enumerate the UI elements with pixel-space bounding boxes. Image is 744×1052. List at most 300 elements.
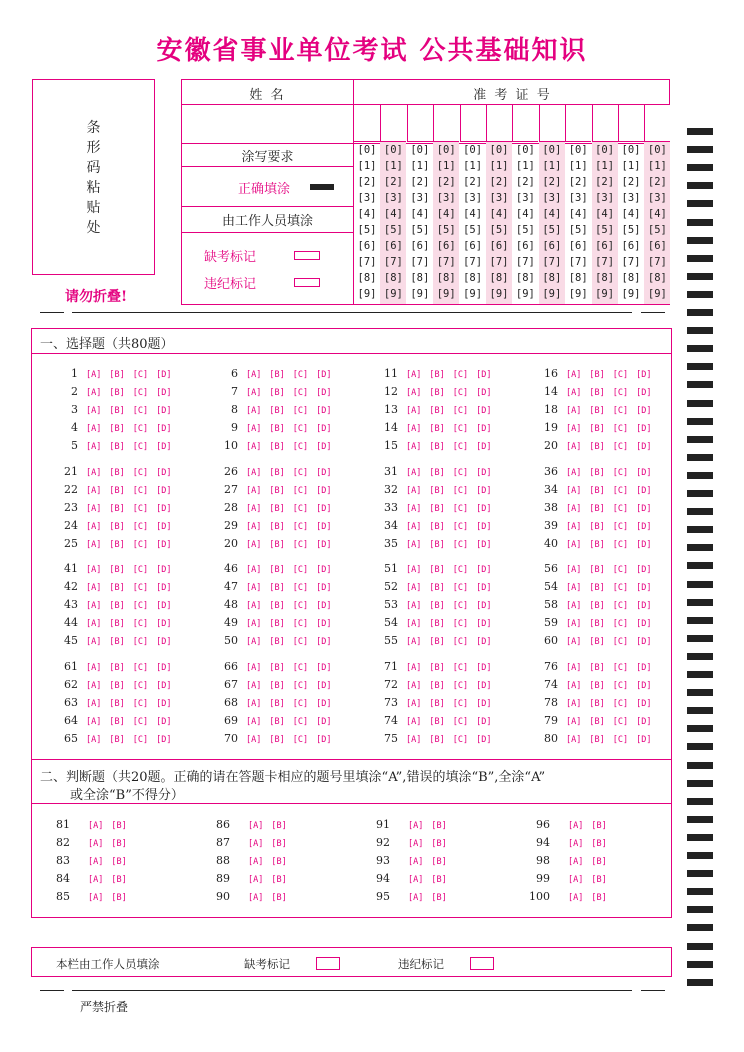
ticket-digit-bubble[interactable]: [4] bbox=[515, 208, 535, 220]
answer-bubble[interactable]: [D] bbox=[316, 467, 332, 478]
ticket-digit-bubble[interactable]: [5] bbox=[621, 224, 641, 236]
ticket-digit-bubble[interactable]: [3] bbox=[383, 192, 403, 204]
answer-bubble[interactable]: [B] bbox=[589, 370, 605, 380]
answer-bubble[interactable]: [C] bbox=[132, 370, 149, 380]
answer-bubble[interactable]: [B] bbox=[269, 503, 285, 514]
answer-bubble[interactable]: [B] bbox=[269, 370, 285, 380]
answer-bubble[interactable]: [A] bbox=[86, 734, 102, 745]
ticket-digit-bubble[interactable]: [7] bbox=[568, 256, 588, 268]
answer-bubble[interactable]: [B] bbox=[269, 467, 285, 478]
answer-bubble[interactable]: [B] bbox=[429, 406, 445, 417]
ticket-digit-bubble[interactable]: [2] bbox=[436, 176, 456, 188]
answer-bubble[interactable]: [D] bbox=[156, 637, 172, 648]
answer-bubble[interactable]: [A] bbox=[86, 662, 102, 673]
answer-bubble[interactable]: [D] bbox=[316, 637, 332, 648]
answer-bubble[interactable]: [A] bbox=[566, 503, 582, 514]
answer-bubble[interactable]: [B] bbox=[269, 637, 285, 648]
answer-bubble[interactable]: [D] bbox=[476, 388, 492, 399]
answer-bubble[interactable]: [D] bbox=[476, 467, 492, 478]
answer-bubble[interactable]: [A] bbox=[406, 503, 422, 514]
answer-bubble[interactable]: [A] bbox=[566, 662, 582, 673]
ticket-digit-bubble[interactable]: [8] bbox=[410, 272, 430, 284]
answer-bubble[interactable]: [C] bbox=[292, 680, 309, 691]
answer-bubble[interactable]: [B] bbox=[109, 619, 125, 630]
answer-bubble[interactable]: [B] bbox=[429, 583, 445, 594]
answer-bubble[interactable]: [C] bbox=[612, 734, 629, 745]
ticket-digit-bubble[interactable]: [2] bbox=[647, 176, 667, 188]
answer-bubble[interactable]: [B] bbox=[269, 662, 285, 673]
answer-bubble[interactable]: [D] bbox=[156, 680, 172, 691]
answer-bubble[interactable]: [C] bbox=[132, 662, 149, 673]
answer-bubble[interactable]: [D] bbox=[636, 467, 652, 478]
answer-bubble[interactable]: [A] bbox=[248, 893, 264, 904]
ticket-digit-bubble[interactable]: [1] bbox=[383, 160, 403, 172]
ticket-digit-bubble[interactable]: [3] bbox=[647, 192, 667, 204]
answer-bubble[interactable]: [A] bbox=[566, 485, 582, 496]
ticket-digit-bubble[interactable]: [7] bbox=[357, 256, 377, 268]
ticket-digit-bubble[interactable]: [6] bbox=[515, 240, 535, 252]
ticket-digit-bubble[interactable]: [2] bbox=[515, 176, 535, 188]
answer-bubble[interactable]: [C] bbox=[452, 698, 469, 709]
answer-bubble[interactable]: [A] bbox=[566, 521, 582, 532]
ticket-digit-bubble[interactable]: [9] bbox=[436, 288, 456, 300]
ticket-digit-bubble[interactable]: [2] bbox=[410, 176, 430, 188]
answer-bubble[interactable]: [D] bbox=[156, 467, 172, 478]
answer-bubble[interactable]: [A] bbox=[246, 388, 262, 399]
ticket-digit-bubble[interactable]: [5] bbox=[489, 224, 509, 236]
answer-bubble[interactable]: [A] bbox=[566, 734, 582, 745]
answer-bubble[interactable]: [C] bbox=[132, 424, 149, 435]
answer-bubble[interactable]: [C] bbox=[452, 716, 469, 727]
answer-bubble[interactable]: [D] bbox=[316, 734, 332, 745]
answer-bubble[interactable]: [B] bbox=[429, 662, 445, 673]
answer-bubble[interactable]: [A] bbox=[246, 442, 262, 453]
answer-bubble[interactable]: [B] bbox=[111, 839, 127, 850]
ticket-digit-bubble[interactable]: [7] bbox=[410, 256, 430, 268]
ticket-digit-bubble[interactable]: [9] bbox=[463, 288, 483, 300]
answer-bubble[interactable]: [A] bbox=[406, 619, 422, 630]
answer-bubble[interactable]: [A] bbox=[566, 698, 582, 709]
ticket-digit-entry[interactable] bbox=[486, 105, 512, 142]
answer-bubble[interactable]: [D] bbox=[156, 539, 172, 550]
answer-bubble[interactable]: [C] bbox=[292, 388, 309, 399]
answer-bubble[interactable]: [D] bbox=[476, 619, 492, 630]
ticket-digit-bubble[interactable]: [9] bbox=[595, 288, 615, 300]
ticket-digit-bubble[interactable]: [3] bbox=[621, 192, 641, 204]
ticket-digit-bubble[interactable]: [5] bbox=[595, 224, 615, 236]
answer-bubble[interactable]: [C] bbox=[292, 637, 309, 648]
answer-bubble[interactable]: [D] bbox=[636, 388, 652, 399]
answer-bubble[interactable]: [D] bbox=[316, 716, 332, 727]
answer-bubble[interactable]: [D] bbox=[316, 680, 332, 691]
answer-bubble[interactable]: [D] bbox=[476, 583, 492, 594]
ticket-digit-bubble[interactable]: [9] bbox=[621, 288, 641, 300]
answer-bubble[interactable]: [D] bbox=[316, 442, 332, 453]
ticket-digit-bubble[interactable]: [0] bbox=[489, 144, 509, 156]
ticket-digit-bubble[interactable]: [6] bbox=[568, 240, 588, 252]
answer-bubble[interactable]: [B] bbox=[589, 424, 605, 435]
ticket-digit-bubble[interactable]: [0] bbox=[595, 144, 615, 156]
answer-bubble[interactable]: [C] bbox=[452, 424, 469, 435]
answer-bubble[interactable]: [C] bbox=[452, 521, 469, 532]
answer-bubble[interactable]: [B] bbox=[589, 467, 605, 478]
ticket-digit-bubble[interactable]: [8] bbox=[542, 272, 562, 284]
ticket-digit-bubble[interactable]: [1] bbox=[357, 160, 377, 172]
ticket-digit-bubble[interactable]: [3] bbox=[568, 192, 588, 204]
answer-bubble[interactable]: [B] bbox=[431, 875, 447, 886]
ticket-digit-bubble[interactable]: [1] bbox=[595, 160, 615, 172]
answer-bubble[interactable]: [A] bbox=[246, 619, 262, 630]
answer-bubble[interactable]: [D] bbox=[476, 503, 492, 514]
ticket-digit-bubble[interactable]: [9] bbox=[568, 288, 588, 300]
answer-bubble[interactable]: [B] bbox=[429, 424, 445, 435]
answer-bubble[interactable]: [B] bbox=[591, 839, 607, 850]
answer-bubble[interactable]: [C] bbox=[452, 388, 469, 399]
ticket-digit-entry[interactable] bbox=[618, 105, 644, 142]
answer-bubble[interactable]: [A] bbox=[566, 619, 582, 630]
answer-bubble[interactable]: [C] bbox=[292, 521, 309, 532]
ticket-digit-bubble[interactable]: [2] bbox=[489, 176, 509, 188]
answer-bubble[interactable]: [D] bbox=[476, 424, 492, 435]
answer-bubble[interactable]: [D] bbox=[476, 565, 492, 575]
ticket-digit-bubble[interactable]: [9] bbox=[383, 288, 403, 300]
answer-bubble[interactable]: [C] bbox=[452, 680, 469, 691]
answer-bubble[interactable]: [C] bbox=[292, 539, 309, 550]
answer-bubble[interactable]: [B] bbox=[109, 698, 125, 709]
ticket-digit-bubble[interactable]: [8] bbox=[647, 272, 667, 284]
answer-bubble[interactable]: [C] bbox=[612, 565, 629, 575]
answer-bubble[interactable]: [C] bbox=[452, 619, 469, 630]
answer-bubble[interactable]: [B] bbox=[589, 583, 605, 594]
answer-bubble[interactable]: [A] bbox=[566, 637, 582, 648]
answer-bubble[interactable]: [B] bbox=[109, 539, 125, 550]
answer-bubble[interactable]: [C] bbox=[612, 467, 629, 478]
ticket-digit-bubble[interactable]: [6] bbox=[463, 240, 483, 252]
answer-bubble[interactable]: [C] bbox=[612, 680, 629, 691]
answer-bubble[interactable]: [D] bbox=[156, 388, 172, 399]
answer-bubble[interactable]: [C] bbox=[612, 539, 629, 550]
answer-bubble[interactable]: [B] bbox=[429, 601, 445, 612]
ticket-digit-bubble[interactable]: [4] bbox=[595, 208, 615, 220]
answer-bubble[interactable]: [D] bbox=[156, 442, 172, 453]
ticket-digit-bubble[interactable]: [3] bbox=[436, 192, 456, 204]
answer-bubble[interactable]: [B] bbox=[429, 698, 445, 709]
answer-bubble[interactable]: [B] bbox=[429, 565, 445, 575]
ticket-digit-bubble[interactable]: [1] bbox=[568, 160, 588, 172]
answer-bubble[interactable]: [A] bbox=[406, 734, 422, 745]
answer-bubble[interactable]: [B] bbox=[591, 821, 607, 831]
ticket-digit-bubble[interactable]: [1] bbox=[489, 160, 509, 172]
answer-bubble[interactable]: [B] bbox=[109, 424, 125, 435]
answer-bubble[interactable]: [A] bbox=[568, 857, 584, 868]
answer-bubble[interactable]: [A] bbox=[246, 406, 262, 417]
answer-bubble[interactable]: [B] bbox=[589, 442, 605, 453]
answer-bubble[interactable]: [D] bbox=[476, 521, 492, 532]
answer-bubble[interactable]: [C] bbox=[612, 698, 629, 709]
answer-bubble[interactable]: [B] bbox=[109, 406, 125, 417]
ticket-digit-bubble[interactable]: [0] bbox=[568, 144, 588, 156]
answer-bubble[interactable]: [B] bbox=[589, 601, 605, 612]
answer-bubble[interactable]: [B] bbox=[589, 521, 605, 532]
answer-bubble[interactable]: [D] bbox=[156, 485, 172, 496]
footer-violation-box[interactable] bbox=[470, 957, 494, 970]
answer-bubble[interactable]: [A] bbox=[406, 370, 422, 380]
answer-bubble[interactable]: [C] bbox=[612, 406, 629, 417]
answer-bubble[interactable]: [B] bbox=[109, 370, 125, 380]
ticket-digit-bubble[interactable]: [5] bbox=[463, 224, 483, 236]
answer-bubble[interactable]: [D] bbox=[156, 565, 172, 575]
answer-bubble[interactable]: [D] bbox=[476, 442, 492, 453]
answer-bubble[interactable]: [D] bbox=[636, 521, 652, 532]
answer-bubble[interactable]: [D] bbox=[636, 503, 652, 514]
answer-bubble[interactable]: [A] bbox=[246, 637, 262, 648]
answer-bubble[interactable]: [B] bbox=[109, 734, 125, 745]
answer-bubble[interactable]: [D] bbox=[156, 716, 172, 727]
answer-bubble[interactable]: [A] bbox=[86, 583, 102, 594]
answer-bubble[interactable]: [B] bbox=[269, 698, 285, 709]
ticket-digit-bubble[interactable]: [5] bbox=[357, 224, 377, 236]
answer-bubble[interactable]: [D] bbox=[156, 521, 172, 532]
answer-bubble[interactable]: [A] bbox=[566, 716, 582, 727]
answer-bubble[interactable]: [A] bbox=[246, 716, 262, 727]
ticket-digit-bubble[interactable]: [6] bbox=[542, 240, 562, 252]
answer-bubble[interactable]: [C] bbox=[132, 539, 149, 550]
ticket-digit-bubble[interactable]: [2] bbox=[357, 176, 377, 188]
violation-mark-box[interactable] bbox=[294, 278, 320, 287]
ticket-digit-bubble[interactable]: [9] bbox=[489, 288, 509, 300]
answer-bubble[interactable]: [A] bbox=[246, 680, 262, 691]
answer-bubble[interactable]: [C] bbox=[452, 539, 469, 550]
answer-bubble[interactable]: [B] bbox=[429, 485, 445, 496]
answer-bubble[interactable]: [A] bbox=[406, 662, 422, 673]
answer-bubble[interactable]: [A] bbox=[406, 698, 422, 709]
ticket-digit-bubble[interactable]: [4] bbox=[436, 208, 456, 220]
answer-bubble[interactable]: [A] bbox=[86, 637, 102, 648]
ticket-digit-entry[interactable] bbox=[565, 105, 591, 142]
answer-bubble[interactable]: [B] bbox=[109, 467, 125, 478]
answer-bubble[interactable]: [B] bbox=[429, 680, 445, 691]
answer-bubble[interactable]: [D] bbox=[636, 601, 652, 612]
answer-bubble[interactable]: [D] bbox=[476, 539, 492, 550]
answer-bubble[interactable]: [B] bbox=[429, 442, 445, 453]
ticket-digit-bubble[interactable]: [5] bbox=[410, 224, 430, 236]
ticket-digit-bubble[interactable]: [9] bbox=[515, 288, 535, 300]
answer-bubble[interactable]: [D] bbox=[636, 734, 652, 745]
answer-bubble[interactable]: [D] bbox=[636, 424, 652, 435]
answer-bubble[interactable]: [A] bbox=[86, 467, 102, 478]
answer-bubble[interactable]: [C] bbox=[612, 485, 629, 496]
answer-bubble[interactable]: [B] bbox=[109, 388, 125, 399]
ticket-digit-entry[interactable] bbox=[644, 105, 670, 142]
answer-bubble[interactable]: [D] bbox=[316, 370, 332, 380]
answer-bubble[interactable]: [A] bbox=[246, 424, 262, 435]
answer-bubble[interactable]: [D] bbox=[316, 539, 332, 550]
answer-bubble[interactable]: [D] bbox=[636, 406, 652, 417]
answer-bubble[interactable]: [C] bbox=[292, 424, 309, 435]
answer-bubble[interactable]: [A] bbox=[86, 601, 102, 612]
answer-bubble[interactable]: [B] bbox=[109, 485, 125, 496]
answer-bubble[interactable]: [C] bbox=[292, 619, 309, 630]
ticket-digit-bubble[interactable]: [4] bbox=[489, 208, 509, 220]
answer-bubble[interactable]: [C] bbox=[132, 388, 149, 399]
answer-bubble[interactable]: [D] bbox=[316, 583, 332, 594]
answer-bubble[interactable]: [D] bbox=[636, 637, 652, 648]
answer-bubble[interactable]: [B] bbox=[111, 893, 127, 904]
answer-bubble[interactable]: [B] bbox=[589, 485, 605, 496]
answer-bubble[interactable]: [A] bbox=[408, 821, 424, 831]
answer-bubble[interactable]: [A] bbox=[248, 875, 264, 886]
answer-bubble[interactable]: [C] bbox=[452, 637, 469, 648]
ticket-digit-bubble[interactable]: [6] bbox=[383, 240, 403, 252]
answer-bubble[interactable]: [A] bbox=[88, 839, 104, 850]
answer-bubble[interactable]: [B] bbox=[269, 485, 285, 496]
answer-bubble[interactable]: [A] bbox=[86, 619, 102, 630]
answer-bubble[interactable]: [D] bbox=[156, 503, 172, 514]
answer-bubble[interactable]: [A] bbox=[406, 539, 422, 550]
answer-bubble[interactable]: [A] bbox=[568, 893, 584, 904]
answer-bubble[interactable]: [D] bbox=[476, 406, 492, 417]
answer-bubble[interactable]: [B] bbox=[269, 521, 285, 532]
answer-bubble[interactable]: [A] bbox=[246, 485, 262, 496]
ticket-digit-bubble[interactable]: [7] bbox=[542, 256, 562, 268]
answer-bubble[interactable]: [A] bbox=[248, 821, 264, 831]
answer-bubble[interactable]: [C] bbox=[452, 467, 469, 478]
answer-bubble[interactable]: [B] bbox=[269, 406, 285, 417]
ticket-digit-bubble[interactable]: [3] bbox=[357, 192, 377, 204]
answer-bubble[interactable]: [A] bbox=[246, 662, 262, 673]
answer-bubble[interactable]: [C] bbox=[292, 583, 309, 594]
answer-bubble[interactable]: [A] bbox=[86, 503, 102, 514]
answer-bubble[interactable]: [C] bbox=[612, 370, 629, 380]
answer-bubble[interactable]: [C] bbox=[612, 662, 629, 673]
answer-bubble[interactable]: [D] bbox=[476, 734, 492, 745]
ticket-digit-bubble[interactable]: [0] bbox=[647, 144, 667, 156]
answer-bubble[interactable]: [C] bbox=[132, 485, 149, 496]
ticket-digit-bubble[interactable]: [6] bbox=[647, 240, 667, 252]
ticket-digit-entry[interactable] bbox=[433, 105, 459, 142]
answer-bubble[interactable]: [B] bbox=[109, 565, 125, 575]
answer-bubble[interactable]: [D] bbox=[316, 424, 332, 435]
answer-bubble[interactable]: [B] bbox=[269, 734, 285, 745]
answer-bubble[interactable]: [A] bbox=[408, 893, 424, 904]
answer-bubble[interactable]: [D] bbox=[316, 485, 332, 496]
answer-bubble[interactable]: [A] bbox=[246, 565, 262, 575]
ticket-digit-bubble[interactable]: [3] bbox=[542, 192, 562, 204]
ticket-digit-bubble[interactable]: [6] bbox=[410, 240, 430, 252]
ticket-digit-bubble[interactable]: [7] bbox=[647, 256, 667, 268]
ticket-digit-bubble[interactable]: [3] bbox=[410, 192, 430, 204]
answer-bubble[interactable]: [B] bbox=[269, 388, 285, 399]
answer-bubble[interactable]: [D] bbox=[316, 503, 332, 514]
ticket-digit-bubble[interactable]: [4] bbox=[357, 208, 377, 220]
answer-bubble[interactable]: [A] bbox=[248, 857, 264, 868]
answer-bubble[interactable]: [A] bbox=[86, 370, 102, 380]
answer-bubble[interactable]: [A] bbox=[566, 601, 582, 612]
ticket-digit-entry[interactable] bbox=[407, 105, 433, 142]
ticket-digit-bubble[interactable]: [8] bbox=[621, 272, 641, 284]
ticket-digit-bubble[interactable]: [9] bbox=[542, 288, 562, 300]
ticket-digit-bubble[interactable]: [2] bbox=[595, 176, 615, 188]
answer-bubble[interactable]: [C] bbox=[612, 388, 629, 399]
answer-bubble[interactable]: [D] bbox=[476, 370, 492, 380]
answer-bubble[interactable]: [A] bbox=[406, 521, 422, 532]
answer-bubble[interactable]: [C] bbox=[612, 637, 629, 648]
answer-bubble[interactable]: [C] bbox=[452, 370, 469, 380]
ticket-digit-bubble[interactable]: [1] bbox=[436, 160, 456, 172]
answer-bubble[interactable]: [C] bbox=[612, 521, 629, 532]
answer-bubble[interactable]: [A] bbox=[566, 539, 582, 550]
ticket-digit-bubble[interactable]: [9] bbox=[357, 288, 377, 300]
answer-bubble[interactable]: [A] bbox=[86, 698, 102, 709]
ticket-digit-bubble[interactable]: [8] bbox=[357, 272, 377, 284]
ticket-digit-bubble[interactable]: [1] bbox=[410, 160, 430, 172]
ticket-digit-bubble[interactable]: [5] bbox=[436, 224, 456, 236]
answer-bubble[interactable]: [A] bbox=[566, 583, 582, 594]
answer-bubble[interactable]: [B] bbox=[109, 583, 125, 594]
ticket-digit-bubble[interactable]: [7] bbox=[515, 256, 535, 268]
ticket-digit-bubble[interactable]: [6] bbox=[621, 240, 641, 252]
answer-bubble[interactable]: [A] bbox=[406, 388, 422, 399]
answer-bubble[interactable]: [D] bbox=[636, 565, 652, 575]
answer-bubble[interactable]: [C] bbox=[132, 637, 149, 648]
answer-bubble[interactable]: [C] bbox=[452, 503, 469, 514]
answer-bubble[interactable]: [C] bbox=[612, 619, 629, 630]
answer-bubble[interactable]: [A] bbox=[406, 467, 422, 478]
ticket-digit-bubble[interactable]: [8] bbox=[595, 272, 615, 284]
answer-bubble[interactable]: [C] bbox=[452, 583, 469, 594]
answer-bubble[interactable]: [D] bbox=[636, 370, 652, 380]
answer-bubble[interactable]: [A] bbox=[566, 467, 582, 478]
ticket-digit-bubble[interactable]: [8] bbox=[568, 272, 588, 284]
answer-bubble[interactable]: [B] bbox=[429, 734, 445, 745]
ticket-digit-bubble[interactable]: [4] bbox=[568, 208, 588, 220]
answer-bubble[interactable]: [A] bbox=[406, 583, 422, 594]
ticket-digit-bubble[interactable]: [1] bbox=[647, 160, 667, 172]
answer-bubble[interactable]: [C] bbox=[612, 424, 629, 435]
answer-bubble[interactable]: [A] bbox=[406, 424, 422, 435]
ticket-digit-bubble[interactable]: [0] bbox=[515, 144, 535, 156]
answer-bubble[interactable]: [A] bbox=[566, 565, 582, 575]
answer-bubble[interactable]: [B] bbox=[271, 821, 287, 831]
answer-bubble[interactable]: [C] bbox=[132, 565, 149, 575]
ticket-digit-bubble[interactable]: [4] bbox=[542, 208, 562, 220]
ticket-digit-entry[interactable] bbox=[380, 105, 406, 142]
ticket-digit-bubble[interactable]: [2] bbox=[621, 176, 641, 188]
answer-bubble[interactable]: [B] bbox=[109, 442, 125, 453]
answer-bubble[interactable]: [A] bbox=[566, 442, 582, 453]
answer-bubble[interactable]: [D] bbox=[476, 601, 492, 612]
answer-bubble[interactable]: [D] bbox=[476, 680, 492, 691]
ticket-digit-bubble[interactable]: [2] bbox=[568, 176, 588, 188]
answer-bubble[interactable]: [B] bbox=[589, 406, 605, 417]
answer-bubble[interactable]: [B] bbox=[269, 424, 285, 435]
answer-bubble[interactable]: [A] bbox=[88, 821, 104, 831]
answer-bubble[interactable]: [B] bbox=[271, 857, 287, 868]
answer-bubble[interactable]: [B] bbox=[271, 893, 287, 904]
answer-bubble[interactable]: [C] bbox=[292, 442, 309, 453]
answer-bubble[interactable]: [B] bbox=[589, 619, 605, 630]
answer-bubble[interactable]: [C] bbox=[612, 601, 629, 612]
answer-bubble[interactable]: [C] bbox=[132, 619, 149, 630]
ticket-digit-bubble[interactable]: [6] bbox=[489, 240, 509, 252]
answer-bubble[interactable]: [B] bbox=[589, 680, 605, 691]
answer-bubble[interactable]: [B] bbox=[269, 716, 285, 727]
ticket-digit-bubble[interactable]: [7] bbox=[436, 256, 456, 268]
answer-bubble[interactable]: [D] bbox=[316, 698, 332, 709]
answer-bubble[interactable]: [A] bbox=[566, 680, 582, 691]
ticket-digit-bubble[interactable]: [6] bbox=[357, 240, 377, 252]
ticket-digit-bubble[interactable]: [7] bbox=[383, 256, 403, 268]
